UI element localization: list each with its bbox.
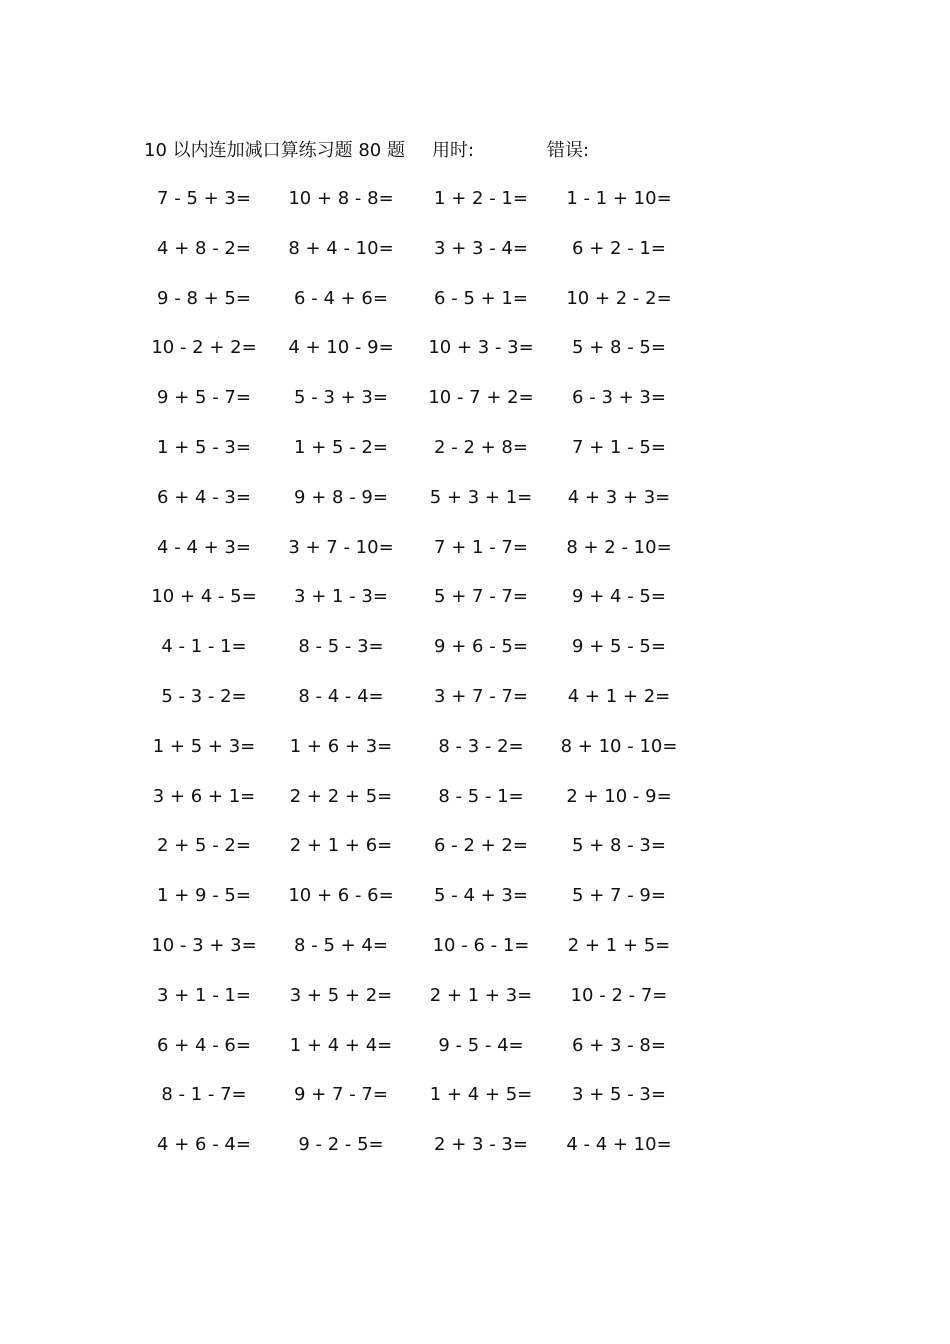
problem-grid [0, 186, 950, 1182]
problem-item: 8 - 5 - 1= [438, 785, 524, 807]
problem-item: 8 - 1 - 7= [161, 1084, 247, 1106]
problem-item: 8 + 4 - 10= [288, 237, 394, 259]
problem-item: 2 + 1 + 3= [429, 984, 533, 1006]
problem-item: 1 + 5 - 2= [294, 436, 388, 458]
problem-item: 9 + 5 - 7= [157, 387, 251, 409]
problem-item: 2 + 5 - 2= [157, 835, 251, 857]
problem-item: 6 - 4 + 6= [294, 287, 388, 309]
problem-item: 9 + 7 - 7= [294, 1084, 388, 1106]
problem-item: 1 + 5 + 3= [152, 735, 256, 757]
problem-item: 9 + 6 - 5= [434, 636, 528, 658]
problem-row [0, 684, 950, 734]
problem-row [0, 1033, 950, 1083]
problem-row [0, 784, 950, 834]
problem-item: 5 + 7 - 9= [572, 885, 666, 907]
problem-item: 1 - 1 + 10= [566, 188, 672, 209]
problem-item: 4 + 1 + 2= [567, 685, 671, 707]
problem-item: 10 - 3 + 3= [151, 934, 257, 956]
problem-item: 10 - 7 + 2= [428, 387, 534, 409]
problem-item: 1 + 4 + 4= [289, 1034, 393, 1056]
worksheet-header [0, 138, 950, 164]
problem-item: 10 + 4 - 5= [151, 586, 257, 608]
problem-row [0, 1132, 950, 1182]
problem-row [0, 335, 950, 385]
problem-item: 3 + 5 + 2= [289, 984, 393, 1006]
problem-item: 3 + 6 + 1= [152, 785, 256, 807]
problem-item: 6 - 5 + 1= [434, 287, 528, 309]
problem-row [0, 634, 950, 684]
problem-item: 2 + 10 - 9= [566, 785, 672, 807]
problem-item: 8 - 3 - 2= [438, 735, 524, 757]
problem-item: 9 + 4 - 5= [572, 586, 666, 608]
problem-item: 5 - 3 + 3= [294, 387, 388, 409]
problem-row [0, 734, 950, 784]
problem-item: 3 + 7 - 10= [288, 536, 394, 558]
problem-item: 2 + 2 + 5= [289, 785, 393, 807]
problem-item: 10 - 2 - 7= [570, 984, 668, 1006]
problem-item: 6 + 4 - 6= [157, 1034, 251, 1056]
problem-item: 7 - 5 + 3= [157, 188, 251, 209]
problem-item: 2 + 1 + 5= [567, 934, 671, 956]
problem-row [0, 286, 950, 336]
problem-item: 9 + 8 - 9= [294, 486, 388, 508]
problem-item: 10 + 3 - 3= [428, 337, 534, 359]
problem-item: 2 + 3 - 3= [434, 1134, 528, 1156]
problem-item: 1 + 9 - 5= [157, 885, 251, 907]
problem-item: 4 + 6 - 4= [157, 1134, 251, 1156]
problem-item: 1 + 6 + 3= [289, 735, 393, 757]
problem-item: 6 + 4 - 3= [157, 486, 251, 508]
problem-row [0, 485, 950, 535]
problem-item: 4 - 4 + 3= [157, 536, 251, 558]
problem-row [0, 983, 950, 1033]
problem-item: 7 + 1 - 7= [434, 536, 528, 558]
problem-item: 8 - 4 - 4= [298, 685, 384, 707]
problem-item: 2 + 1 + 6= [289, 835, 393, 857]
problem-item: 9 - 2 - 5= [298, 1134, 384, 1156]
problem-row [0, 435, 950, 485]
problem-row [0, 186, 950, 236]
problem-item: 8 - 5 + 4= [294, 934, 388, 956]
problem-item: 4 - 4 + 10= [566, 1134, 672, 1156]
problem-item: 4 - 1 - 1= [161, 636, 247, 658]
problem-item: 3 + 7 - 7= [434, 685, 528, 707]
problem-item: 10 - 2 + 2= [151, 337, 257, 359]
problem-item: 6 - 2 + 2= [434, 835, 528, 857]
problem-item: 4 + 10 - 9= [288, 337, 394, 359]
problem-item: 1 + 2 - 1= [434, 188, 528, 209]
problem-item: 5 - 4 + 3= [434, 885, 528, 907]
time-used-label: 用时: [432, 140, 475, 161]
problem-row [0, 236, 950, 286]
problem-item: 4 + 3 + 3= [567, 486, 671, 508]
problem-item: 1 + 4 + 5= [429, 1084, 533, 1106]
problem-item: 5 + 8 - 5= [572, 337, 666, 359]
problem-item: 9 - 8 + 5= [157, 287, 251, 309]
problem-item: 9 + 5 - 5= [572, 636, 666, 658]
problem-item: 3 + 1 - 1= [157, 984, 251, 1006]
problem-row [0, 1082, 950, 1132]
problem-item: 6 + 2 - 1= [572, 237, 666, 259]
problem-item: 10 + 6 - 6= [288, 885, 394, 907]
problem-item: 1 + 5 - 3= [157, 436, 251, 458]
problem-item: 4 + 8 - 2= [157, 237, 251, 259]
problem-item: 10 - 6 - 1= [432, 934, 530, 956]
problem-item: 5 + 8 - 3= [572, 835, 666, 857]
problem-item: 7 + 1 - 5= [572, 436, 666, 458]
problem-item: 5 + 3 + 1= [429, 486, 533, 508]
problem-item: 8 + 2 - 10= [566, 536, 672, 558]
problem-item: 6 + 3 - 8= [572, 1034, 666, 1056]
problem-item: 2 - 2 + 8= [434, 436, 528, 458]
problem-item: 3 + 1 - 3= [294, 586, 388, 608]
problem-item: 5 - 3 - 2= [161, 685, 247, 707]
problem-row [0, 933, 950, 983]
problem-item: 3 + 3 - 4= [434, 237, 528, 259]
problem-item: 5 + 7 - 7= [434, 586, 528, 608]
worksheet-title: 10 以内连加减口算练习题 80 题 [144, 140, 405, 161]
problem-row [0, 883, 950, 933]
problem-item: 8 + 10 - 10= [560, 735, 678, 757]
problem-item: 6 - 3 + 3= [572, 387, 666, 409]
problem-item: 8 - 5 - 3= [298, 636, 384, 658]
errors-label: 错误: [547, 140, 590, 161]
problem-item: 10 + 2 - 2= [566, 287, 672, 309]
problem-row [0, 385, 950, 435]
problem-row [0, 584, 950, 634]
problem-item: 10 + 8 - 8= [288, 188, 394, 209]
problem-item: 9 - 5 - 4= [438, 1034, 524, 1056]
problem-item: 3 + 5 - 3= [572, 1084, 666, 1106]
problem-row [0, 833, 950, 883]
problem-row [0, 535, 950, 585]
